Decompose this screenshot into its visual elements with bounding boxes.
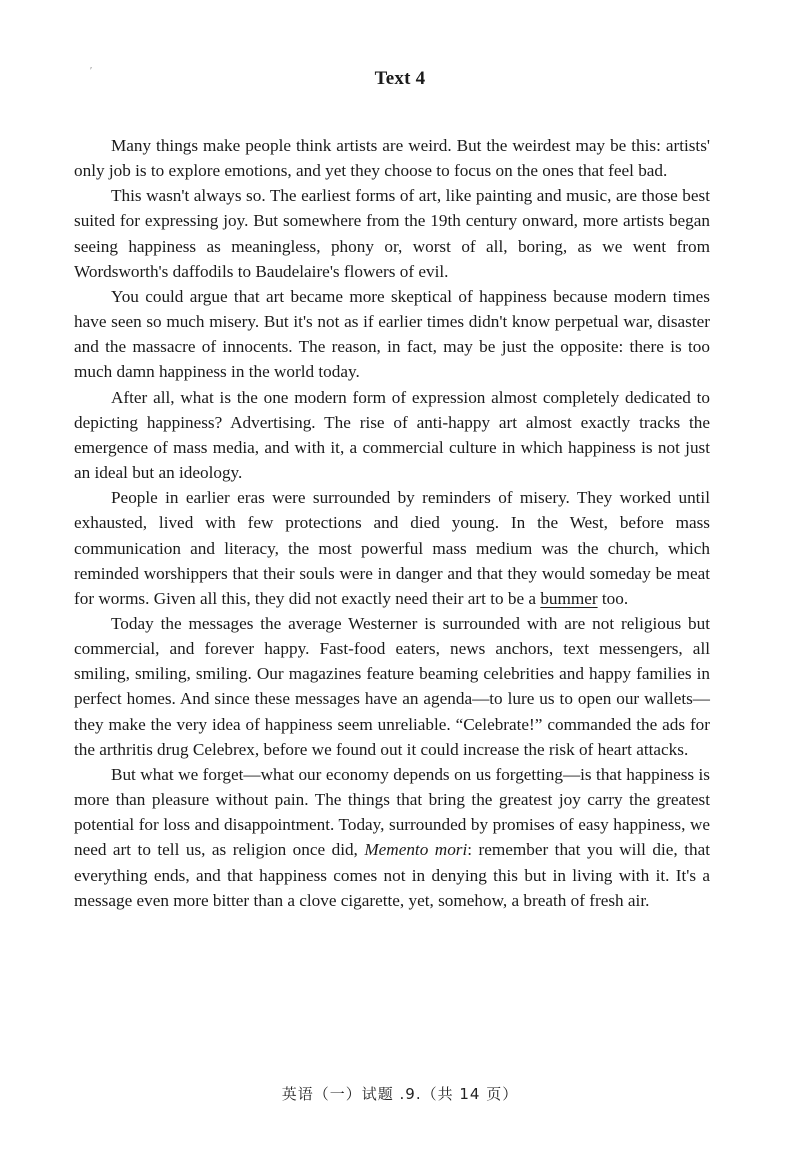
paragraph-5 <box>74 485 710 611</box>
paragraph-1: Many things make people think artists are weird. But the weirdest may be this: artists' only job is to explore emotions, and yet they choose to focus on the ones that feel bad. <box>74 136 710 181</box>
paragraph-7-text: But what we forget—what our economy depends on us forgetting—is that happiness is more than pleasure without pain. The things that bring the greatest joy carry the greatest potential for loss and disappointment. Today, surrounded by promises of easy happiness, we need art to tell us, as religion once did, <box>74 764 710 860</box>
paragraph-5-text: People in earlier eras were surrounded by reminders of misery. They worked until exhausted, lived with few protections and died young. In the West, before mass communication and literacy, the most powerful mass medium was the church, which reminded worshippers that their souls were in danger and that they would someday be meat for worms. Given all this, they did not exactly need their art to be a <box>74 488 710 608</box>
paragraph-6: Today the messages the average Westerner is surrounded with are not religious but commercial, and forever happy. Fast-food eaters, news anchors, text messengers, all smiling, smiling, smiling. Our magazines feature beaming celebrities and happy families in perfect homes. And since these messages have an agenda—to lure us to open our wallets—they make the very idea of happiness seem unreliable. “Celebrate!” commanded the ads for the arthritis drug Celebrex, before we found out it could increase the risk of heart attacks. <box>74 613 710 759</box>
paragraph-3: You could argue that art became more skeptical of happiness because modern times have seen so much misery. But it's not as if earlier times didn't know perpetual war, disaster and the massacre of innocents. The reason, in fact, may be just the opposite: there is too much damn happiness in the world today. <box>74 286 710 382</box>
passage-body <box>74 133 710 913</box>
paragraph-7-end: : remember that you will die, that everything ends, and that happiness comes not in denying this but in living with it. It's a message even more bitter than a clove cigarette, yet, somehow, a breath of fresh air. <box>74 840 710 910</box>
paragraph-5-end: too. <box>597 588 629 608</box>
margin-mark: ′ <box>90 66 93 77</box>
page-footer: 英语（一）试题 .9.（共 14 页） <box>281 1085 519 1103</box>
passage-title: Text 4 <box>374 68 426 89</box>
underlined-word-bummer: bummer <box>540 588 598 608</box>
italic-phrase-memento-mori: Memento mori <box>364 840 468 860</box>
paragraph-2: This wasn't always so. The earliest forms of art, like painting and music, are those best suited for expressing joy. But somewhere from the 19th century onward, more artists began seeing happiness as meaningless, phony or, worst of all, boring, as we went from Wordsworth's daffodils to Baudelaire's flowers of evil. <box>74 186 710 281</box>
paragraph-4: After all, what is the one modern form of expression almost completely dedicated to depicting happiness? Advertising. The rise of anti-happy art almost exactly tracks the emergence of mass media, and with it, a commercial culture in which happiness is not just an ideal but an ideology. <box>74 387 710 483</box>
paragraph-7 <box>74 762 710 913</box>
